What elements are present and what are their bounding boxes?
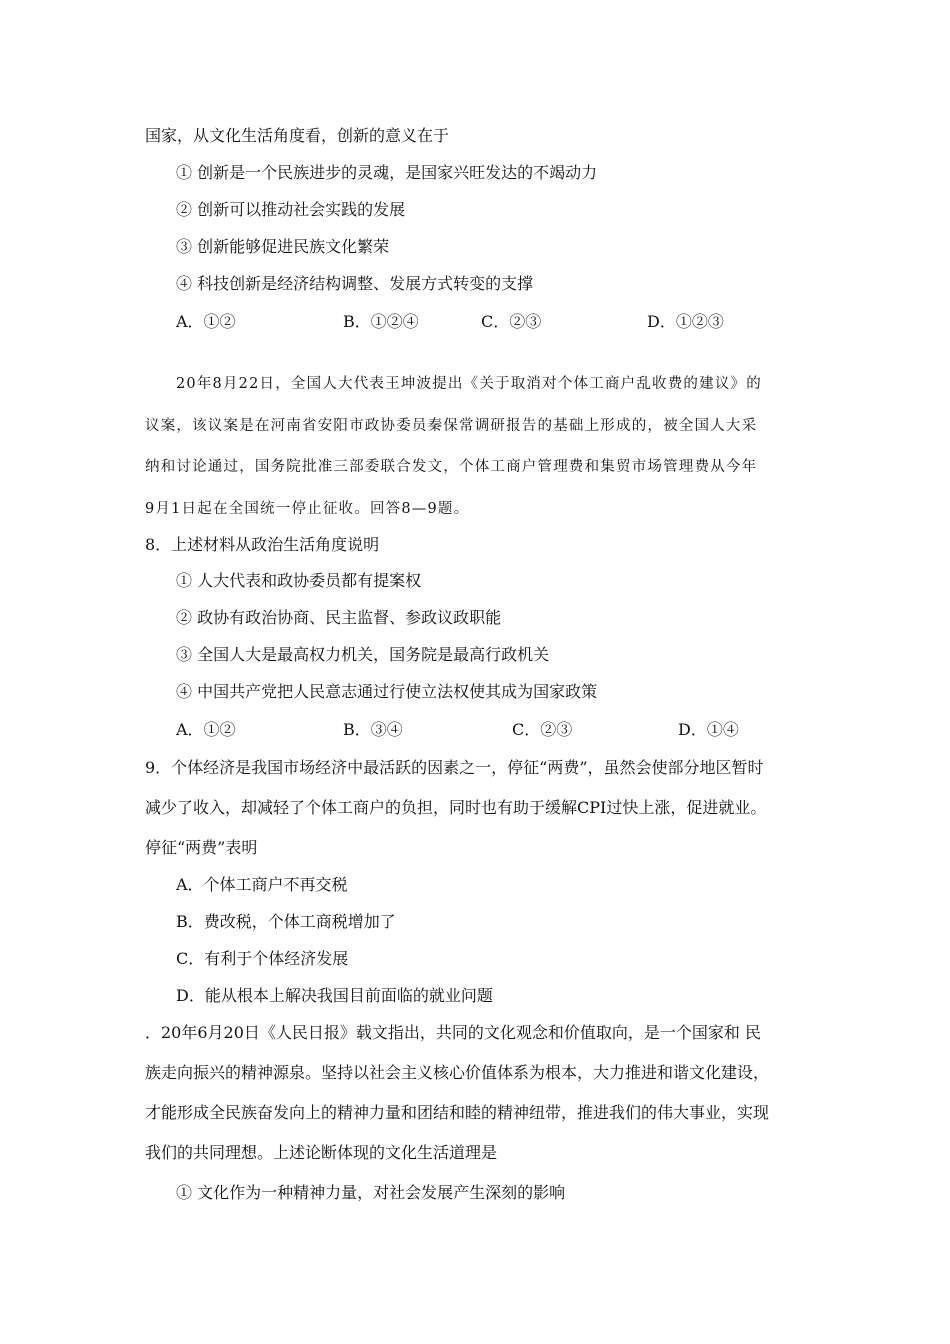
q7-statement-2: ② 创新可以推动社会实践的发展	[176, 200, 406, 219]
q8-choice-b: B．③④	[343, 720, 403, 739]
q9-option-d: D．能从根本上解决我国目前面临的就业问题	[176, 986, 493, 1005]
q7-choice-d: D．①②③	[647, 312, 724, 331]
q7-choice-c: C．②③	[481, 312, 542, 331]
q10-stem-line-3: 才能形成全民族奋发向上的精神力量和团结和睦的精神纽带，推进我们的伟大事业，实现	[145, 1103, 770, 1122]
q8-statement-2: ② 政协有政治协商、民主监督、参政议政职能	[176, 608, 502, 627]
q9-stem-line-1: 9．个体经济是我国市场经济中最活跃的因素之一，停征“两费”，虽然会使部分地区暂时	[145, 758, 764, 777]
q7-stem: 国家，从文化生活角度看，创新的意义在于	[145, 126, 450, 145]
material-line-4: 9月1日起在全国统一停止征收。回答8—9题。	[145, 501, 470, 517]
q7-statement-3: ③ 创新能够促进民族文化繁荣	[176, 237, 390, 256]
q7-statement-4: ④ 科技创新是经济结构调整、发展方式转变的支撑	[176, 274, 534, 293]
q9-stem-line-2: 减少了收入，却减轻了个体工商户的负担，同时也有助于缓解CPI过快上涨，促进就业。	[145, 798, 767, 817]
q8-statement-3: ③ 全国人大是最高权力机关，国务院是最高行政机关	[176, 645, 550, 664]
q10-stem-line-2: 族走向振兴的精神源泉。坚持以社会主义核心价值体系为根本，大力推进和谐文化建设，	[145, 1063, 770, 1082]
q7-choice-a: A．①②	[176, 312, 236, 331]
q10-statement-1: ① 文化作为一种精神力量，对社会发展产生深刻的影响	[176, 1183, 566, 1202]
q9-option-b: B．费改税，个体工商税增加了	[176, 912, 396, 931]
q8-statement-1: ① 人大代表和政协委员都有提案权	[176, 571, 422, 590]
material-line-1: 20年8月22日，全国人大代表王坤波提出《关于取消对个体工商户乱收费的建议》的	[176, 376, 762, 392]
q10-stem-line-1: ．20年6月20日《人民日报》载文指出，共同的文化观念和价值取向，是一个国家和 民	[145, 1023, 761, 1042]
q7-statement-1: ① 创新是一个民族进步的灵魂，是国家兴旺发达的不竭动力	[176, 163, 598, 182]
q9-option-c: C．有利于个体经济发展	[176, 949, 349, 968]
q9-stem-line-3: 停征“两费”表明	[145, 838, 258, 857]
material-line-3: 纳和讨论通过，国务院批准三部委联合发文，个体工商户管理费和集贸市场管理费从今年	[145, 459, 758, 475]
q8-stem: 8．上述材料从政治生活角度说明	[145, 535, 380, 554]
q8-choice-c: C．②③	[512, 720, 573, 739]
material-line-2: 议案，该议案是在河南省安阳市政协委员秦保常调研报告的基础上形成的，被全国人大采	[145, 418, 758, 434]
q10-stem-line-4: 我们的共同理想。上述论断体现的文化生活道理是	[145, 1143, 498, 1162]
q9-option-a: A．个体工商户不再交税	[176, 875, 348, 894]
q7-choice-b: B．①②④	[343, 312, 419, 331]
q8-statement-4: ④ 中国共产党把人民意志通过行使立法权使其成为国家政策	[176, 682, 598, 701]
q8-choice-a: A．①②	[176, 720, 236, 739]
q8-choice-d: D．①④	[678, 720, 739, 739]
